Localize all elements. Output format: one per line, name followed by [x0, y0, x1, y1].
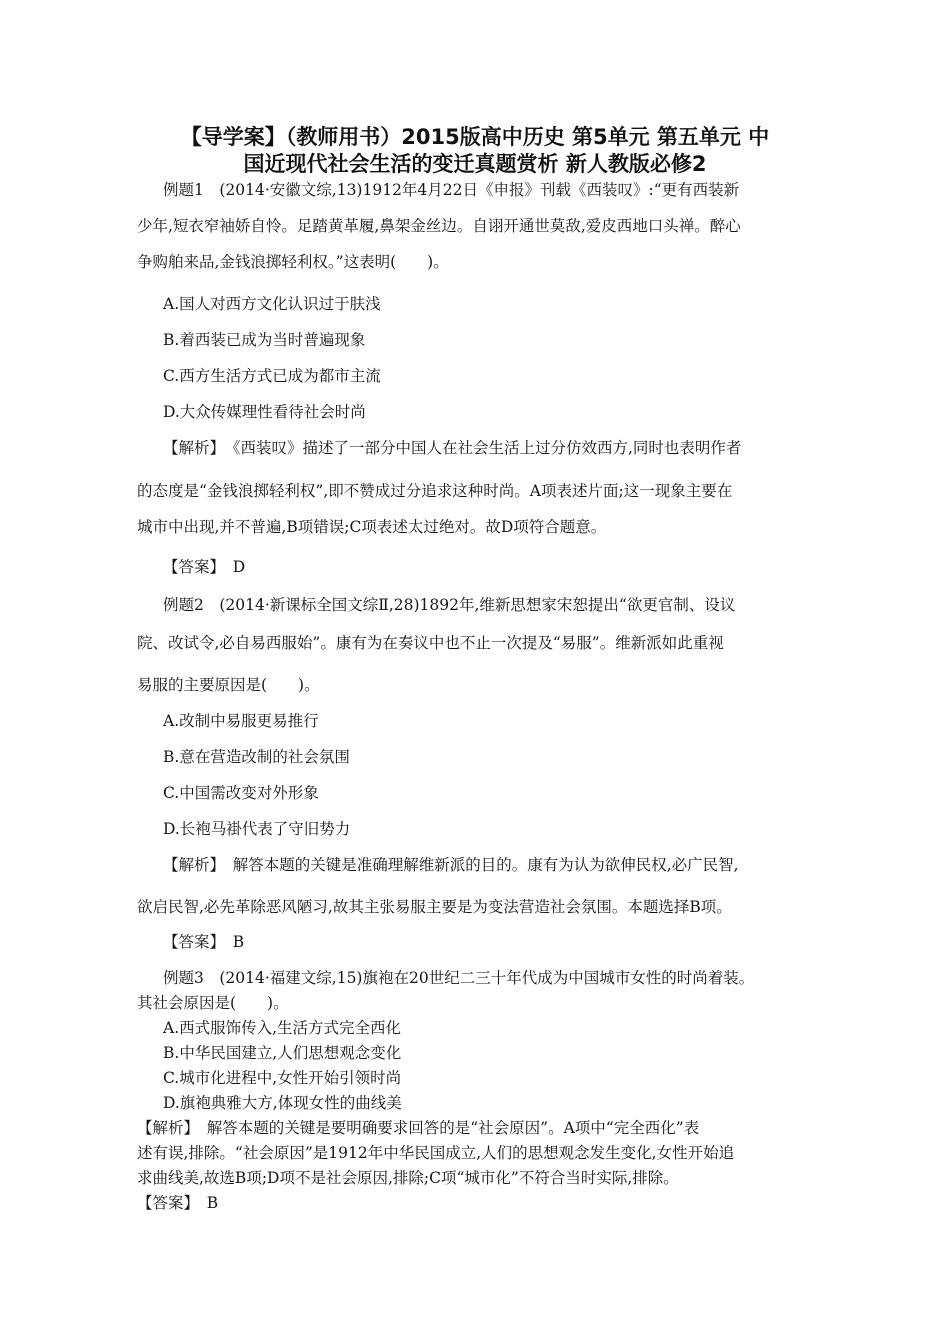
question-1-analysis-line-2: 的态度是“金钱浪掷轻利权”,即不赞成过分追求这种时尚。A项表述片面;这一现象主要在	[137, 482, 733, 500]
document-title-line-1: 【导学案】（教师用书）2015版高中历史 第5单元 第五单元 中	[180, 125, 770, 149]
question-1-analysis-line-3: 城市中出现,并不普遍,B项错误;C项表述太过绝对。故D项符合题意。	[137, 518, 607, 536]
question-3-option-d: D.旗袍典雅大方,体现女性的曲线美	[163, 1094, 402, 1112]
question-3-answer: 【答案】 B	[137, 1194, 219, 1212]
question-1-option-b: B.着西装已成为当时普遍现象	[163, 331, 366, 349]
question-2-stem-line-1: 例题2 (2014·新课标全国文综Ⅱ,28)1892年,维新思想家宋恕提出“欲更官制、设议	[163, 596, 736, 614]
question-3-stem-line-1: 例题3 (2014·福建文综,15)旗袍在20世纪二三十年代成为中国城市女性的时尚着装。	[163, 969, 755, 987]
document-title-line-2: 国近现代社会生活的变迁真题赏析 新人教版必修2	[243, 152, 707, 176]
question-3-analysis-line-1: 【解析】 解答本题的关键是要明确要求回答的是“社会原因”。A项中“完全西化”表	[137, 1119, 700, 1137]
question-2-option-c: C.中国需改变对外形象	[163, 784, 319, 802]
question-2-option-b: B.意在营造改制的社会氛围	[163, 748, 350, 766]
question-2-analysis-line-2: 欲启民智,必先革除恶风陋习,故其主张易服主要是为变法营造社会氛围。本题选择B项。	[137, 898, 732, 916]
question-2-option-a: A.改制中易服更易推行	[163, 712, 319, 730]
question-1-answer: 【答案】 D	[163, 558, 246, 576]
question-3-analysis-line-2: 述有误,排除。“社会原因”是1912年中华民国成立,人们的思想观念发生变化,女性开始追	[137, 1144, 735, 1162]
question-1-option-a: A.国人对西方文化认识过于肤浅	[163, 295, 381, 313]
question-3-stem-line-2: 其社会原因是( )。	[137, 994, 289, 1012]
question-2-stem-line-2: 院、改试令,必自易西服始”。康有为在奏议中也不止一次提及“易服”。维新派如此重视	[137, 634, 724, 652]
question-1-stem-line-2: 少年,短衣窄袖娇自怜。足踏黄革履,鼻架金丝边。自诩开通世莫敌,爱皮西地口头禅。醉心	[137, 217, 741, 235]
question-2-analysis-line-1: 【解析】 解答本题的关键是准确理解维新派的目的。康有为认为欲伸民权,必广民智,	[163, 856, 739, 874]
question-2-answer: 【答案】 B	[163, 933, 245, 951]
question-2-stem-line-3: 易服的主要原因是( )。	[137, 676, 320, 694]
question-1-option-c: C.西方生活方式已成为都市主流	[163, 367, 381, 385]
question-1-stem-line-3: 争购舶来品,金钱浪掷轻利权。”这表明( )。	[137, 253, 449, 271]
question-2-option-d: D.长袍马褂代表了守旧势力	[163, 820, 351, 838]
question-1-stem-line-1: 例题1 (2014·安徽文综,13)1912年4月22日《申报》刊载《西装叹》:“更有西装新	[163, 181, 740, 199]
question-1-option-d: D.大众传媒理性看待社会时尚	[163, 403, 366, 421]
question-3-option-c: C.城市化进程中,女性开始引领时尚	[163, 1069, 402, 1087]
question-3-analysis-line-3: 求曲线美,故选B项;D项不是社会原因,排除;C项“城市化”不符合当时实际,排除。	[137, 1169, 679, 1187]
question-3-option-b: B.中华民国建立,人们思想观念变化	[163, 1044, 402, 1062]
question-1-analysis-line-1: 【解析】 《西装叹》描述了一部分中国人在社会生活上过分仿效西方,同时也表明作者	[163, 439, 742, 457]
question-3-option-a: A.西式服饰传入,生活方式完全西化	[163, 1019, 402, 1037]
